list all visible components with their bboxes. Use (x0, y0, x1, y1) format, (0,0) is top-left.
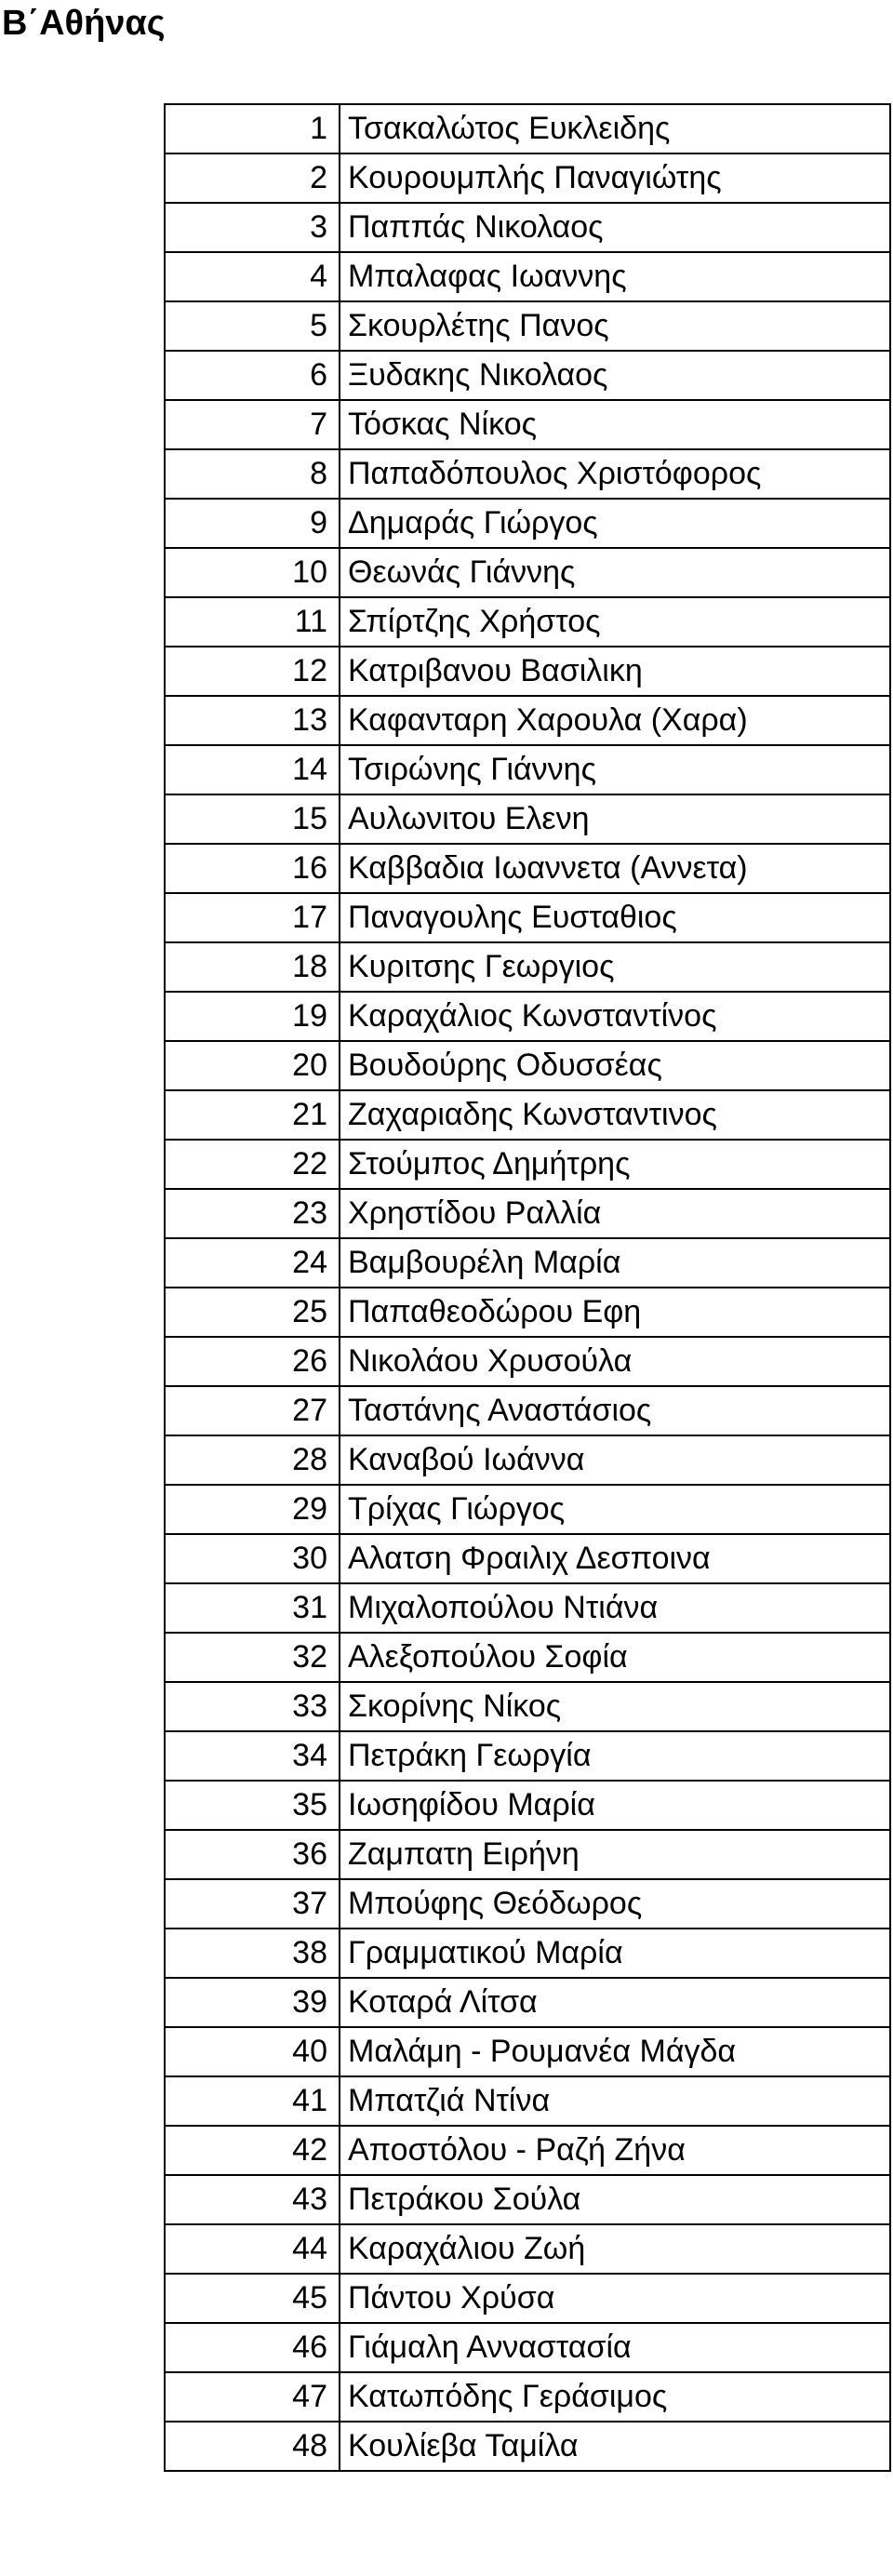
candidate-number: 23 (165, 1189, 340, 1238)
candidate-name: Πετράκη Γεωργία (340, 1731, 890, 1781)
candidate-name: Σκορίνης Νίκος (340, 1682, 890, 1731)
candidate-name: Ζαχαριαδης Κωνσταντινος (340, 1090, 890, 1140)
candidate-number: 28 (165, 1435, 340, 1485)
candidate-name: Σπίρτζης Χρήστος (340, 597, 890, 647)
candidate-name: Ζαμπατη Ειρήνη (340, 1830, 890, 1879)
candidate-number: 43 (165, 2175, 340, 2224)
candidate-name: Κατριβανου Βασιλικη (340, 647, 890, 696)
table-row (165, 351, 890, 400)
candidate-number: 37 (165, 1879, 340, 1929)
candidate-number: 18 (165, 942, 340, 992)
candidate-number: 44 (165, 2224, 340, 2274)
candidate-table-container (164, 103, 891, 2472)
candidate-number: 31 (165, 1583, 340, 1633)
candidate-name: Δημαράς Γιώργος (340, 499, 890, 548)
candidate-name: Θεωνάς Γιάννης (340, 548, 890, 597)
candidate-number: 46 (165, 2323, 340, 2372)
candidate-name: Αποστόλου - Ραζή Ζήνα (340, 2126, 890, 2175)
candidate-number: 11 (165, 597, 340, 647)
table-row (165, 992, 890, 1041)
table-row (165, 2175, 890, 2224)
candidate-number: 27 (165, 1386, 340, 1435)
table-row (165, 1534, 890, 1583)
table-row (165, 1337, 890, 1386)
candidate-number: 10 (165, 548, 340, 597)
candidate-number: 19 (165, 992, 340, 1041)
table-row (165, 647, 890, 696)
candidate-number: 34 (165, 1731, 340, 1781)
candidate-number: 9 (165, 499, 340, 548)
table-row (165, 2274, 890, 2323)
table-row (165, 1583, 890, 1633)
candidate-name: Βουδούρης Οδυσσέας (340, 1041, 890, 1090)
candidate-number: 7 (165, 400, 340, 449)
candidate-name: Ταστάνης Αναστάσιος (340, 1386, 890, 1435)
candidate-name: Κοταρά Λίτσα (340, 1978, 890, 2027)
candidate-number: 12 (165, 647, 340, 696)
candidate-name: Καραχάλιος Κωνσταντίνος (340, 992, 890, 1041)
table-row (165, 548, 890, 597)
candidate-number: 2 (165, 153, 340, 203)
candidate-number: 36 (165, 1830, 340, 1879)
candidate-name: Κατωπόδης Γεράσιμος (340, 2372, 890, 2422)
table-row (165, 153, 890, 203)
candidate-number: 21 (165, 1090, 340, 1140)
table-row (165, 2323, 890, 2372)
candidate-number: 25 (165, 1288, 340, 1337)
table-row (165, 400, 890, 449)
candidate-name: Ιωσηφίδου Μαρία (340, 1781, 890, 1830)
table-row (165, 1830, 890, 1879)
candidate-name: Παναγουλης Ευσταθιος (340, 893, 890, 942)
candidate-number: 32 (165, 1633, 340, 1682)
candidate-name: Μπατζιά Ντίνα (340, 2076, 890, 2126)
candidate-number: 15 (165, 794, 340, 844)
candidate-name: Καναβού Ιωάννα (340, 1435, 890, 1485)
table-row (165, 104, 890, 153)
candidate-name: Καραχάλιου Ζωή (340, 2224, 890, 2274)
table-row (165, 1485, 890, 1534)
candidate-table (164, 103, 891, 2472)
table-row (165, 942, 890, 992)
candidate-number: 24 (165, 1238, 340, 1288)
table-row (165, 1978, 890, 2027)
candidate-name: Ξυδακης Νικολαος (340, 351, 890, 400)
table-row (165, 1633, 890, 1682)
candidate-number: 26 (165, 1337, 340, 1386)
candidate-name: Αυλωνιτου Ελενη (340, 794, 890, 844)
candidate-number: 14 (165, 745, 340, 794)
table-row (165, 1189, 890, 1238)
candidate-number: 13 (165, 696, 340, 745)
candidate-number: 3 (165, 203, 340, 252)
candidate-name: Κουρουμπλής Παναγιώτης (340, 153, 890, 203)
candidate-name: Νικολάου Χρυσούλα (340, 1337, 890, 1386)
table-row (165, 1731, 890, 1781)
candidate-name: Τσιρώνης Γιάννης (340, 745, 890, 794)
table-row (165, 2224, 890, 2274)
table-row (165, 203, 890, 252)
table-row (165, 1386, 890, 1435)
table-row (165, 499, 890, 548)
candidate-number: 42 (165, 2126, 340, 2175)
candidate-name: Μιχαλοπούλου Ντιάνα (340, 1583, 890, 1633)
candidate-name: Τρίχας Γιώργος (340, 1485, 890, 1534)
table-row (165, 1140, 890, 1189)
candidate-number: 38 (165, 1929, 340, 1978)
candidate-name: Τόσκας Νίκος (340, 400, 890, 449)
candidate-number: 17 (165, 893, 340, 942)
table-row (165, 301, 890, 351)
candidate-number: 35 (165, 1781, 340, 1830)
table-row (165, 252, 890, 301)
table-row (165, 1929, 890, 1978)
candidate-number: 1 (165, 104, 340, 153)
page-title: Β΄Αθήνας (2, 4, 166, 43)
table-row (165, 2076, 890, 2126)
candidate-number: 6 (165, 351, 340, 400)
candidate-number: 33 (165, 1682, 340, 1731)
candidate-number: 45 (165, 2274, 340, 2323)
candidate-number: 20 (165, 1041, 340, 1090)
candidate-name: Μαλάμη - Ρουμανέα Μάγδα (340, 2027, 890, 2076)
candidate-number: 29 (165, 1485, 340, 1534)
table-row (165, 449, 890, 499)
candidate-number: 39 (165, 1978, 340, 2027)
candidate-name: Παππάς Νικολαος (340, 203, 890, 252)
table-row (165, 794, 890, 844)
table-row (165, 1435, 890, 1485)
table-row (165, 2027, 890, 2076)
candidate-name: Χρηστίδου Ραλλία (340, 1189, 890, 1238)
candidate-name: Βαμβουρέλη Μαρία (340, 1238, 890, 1288)
candidate-number: 47 (165, 2372, 340, 2422)
candidate-name: Στούμπος Δημήτρης (340, 1140, 890, 1189)
candidate-number: 30 (165, 1534, 340, 1583)
candidate-name: Μπαλαφας Ιωαννης (340, 252, 890, 301)
candidate-name: Αλεξοπούλου Σοφία (340, 1633, 890, 1682)
candidate-name: Καββαδια Ιωαννετα (Αννετα) (340, 844, 890, 893)
table-row (165, 893, 890, 942)
table-row (165, 745, 890, 794)
table-row (165, 2422, 890, 2471)
candidate-name: Πετράκου Σούλα (340, 2175, 890, 2224)
candidate-number: 16 (165, 844, 340, 893)
candidate-name: Τσακαλώτος Ευκλειδης (340, 104, 890, 153)
table-row (165, 1238, 890, 1288)
candidate-number: 40 (165, 2027, 340, 2076)
candidate-number: 48 (165, 2422, 340, 2471)
candidate-number: 8 (165, 449, 340, 499)
table-row (165, 2372, 890, 2422)
candidate-name: Γιάμαλη Ανναστασία (340, 2323, 890, 2372)
table-row (165, 2126, 890, 2175)
table-row (165, 1879, 890, 1929)
table-row (165, 696, 890, 745)
candidate-name: Κουλίεβα Ταμίλα (340, 2422, 890, 2471)
candidate-name: Πάντου Χρύσα (340, 2274, 890, 2323)
candidate-name: Αλατση Φραιλιχ Δεσποινα (340, 1534, 890, 1583)
candidate-name: Καφανταρη Χαρουλα (Χαρα) (340, 696, 890, 745)
table-row (165, 597, 890, 647)
candidate-name: Μπούφης Θεόδωρος (340, 1879, 890, 1929)
candidate-name: Σκουρλέτης Πανος (340, 301, 890, 351)
candidate-name: Παπαθεοδώρου Εφη (340, 1288, 890, 1337)
table-row (165, 1682, 890, 1731)
table-row (165, 1090, 890, 1140)
table-row (165, 844, 890, 893)
candidate-name: Παπαδόπουλος Χριστόφορος (340, 449, 890, 499)
candidate-table-body (165, 104, 890, 2471)
candidate-name: Γραμματικού Μαρία (340, 1929, 890, 1978)
table-row (165, 1288, 890, 1337)
candidate-number: 5 (165, 301, 340, 351)
table-row (165, 1041, 890, 1090)
table-row (165, 1781, 890, 1830)
candidate-name: Κυριτσης Γεωργιος (340, 942, 890, 992)
candidate-number: 4 (165, 252, 340, 301)
candidate-number: 22 (165, 1140, 340, 1189)
candidate-number: 41 (165, 2076, 340, 2126)
